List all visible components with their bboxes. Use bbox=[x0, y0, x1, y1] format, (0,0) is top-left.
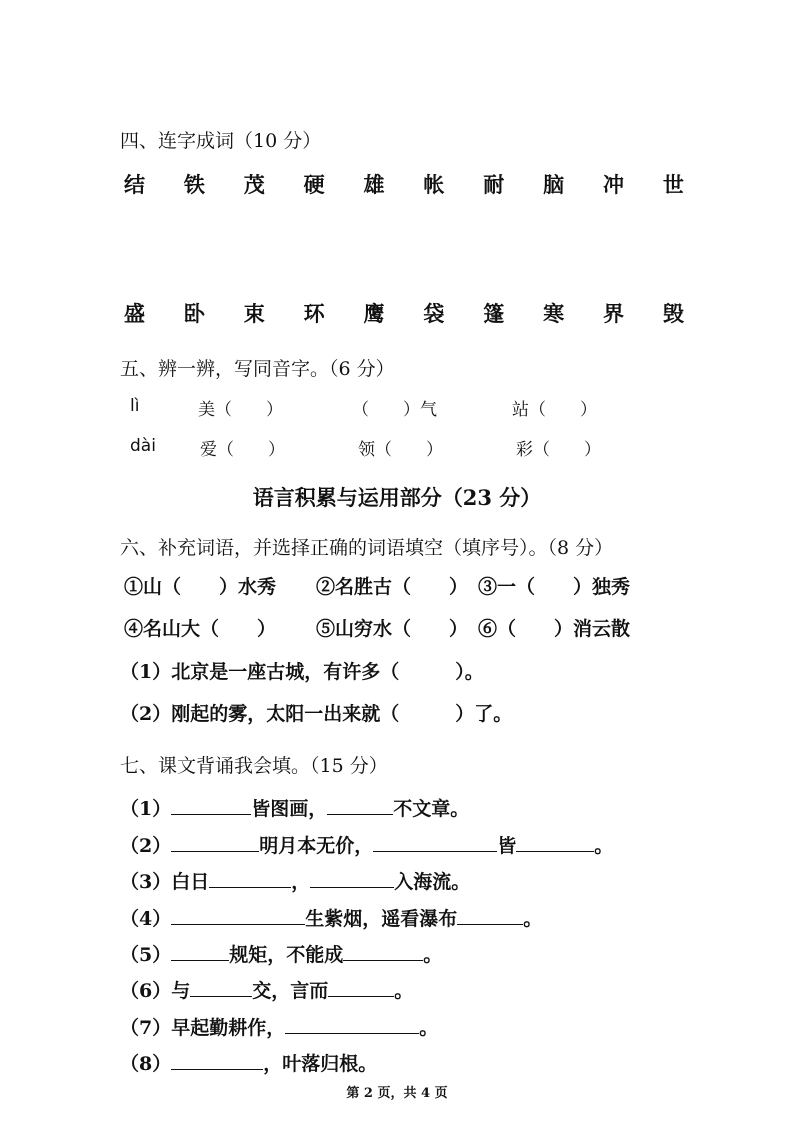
idiom-1: ①山（ ）水秀 bbox=[124, 576, 277, 598]
char: 寒 bbox=[543, 301, 565, 326]
answer-blank[interactable] bbox=[190, 978, 252, 997]
char: 耐 bbox=[483, 172, 505, 197]
char: 脑 bbox=[543, 172, 565, 197]
line-text: 不文章。 bbox=[393, 798, 470, 820]
recite-line-6 bbox=[120, 976, 413, 1003]
pinyin-dai: dài bbox=[130, 436, 156, 456]
line-num: （4） bbox=[120, 908, 172, 930]
char: 帐 bbox=[423, 172, 445, 197]
line-num: （3） bbox=[120, 871, 172, 893]
line-num: （8） bbox=[120, 1053, 172, 1075]
question-6-2 bbox=[120, 699, 512, 726]
line-text: 皆 bbox=[497, 835, 517, 857]
line-text: 。 bbox=[594, 835, 614, 857]
char: 卧 bbox=[183, 301, 205, 326]
idiom-5: ⑤山穷水（ ） bbox=[316, 618, 469, 640]
homophone-2c: 彩（ ） bbox=[516, 440, 601, 460]
homophone-2b: 领（ ） bbox=[358, 440, 443, 460]
answer-blank[interactable] bbox=[171, 833, 259, 852]
q-text: ）。 bbox=[455, 661, 484, 683]
char: 结 bbox=[124, 172, 145, 197]
page-footer: 第 2 页，共 4 页 bbox=[346, 1086, 448, 1101]
char: 鹰 bbox=[363, 301, 385, 326]
section-5-title: 五、辨一辨，写同音字。（6 分） bbox=[120, 358, 395, 380]
answer-blank[interactable] bbox=[171, 796, 251, 815]
line-text: 与 bbox=[171, 980, 191, 1002]
answer-blank[interactable] bbox=[171, 906, 305, 925]
char: 世 bbox=[662, 172, 684, 197]
char: 茂 bbox=[243, 172, 265, 197]
char: 毁 bbox=[662, 301, 684, 326]
answer-blank[interactable] bbox=[327, 796, 393, 815]
recite-line-4 bbox=[120, 904, 542, 931]
line-text: 入海流。 bbox=[394, 871, 471, 893]
line-num: （7） bbox=[120, 1017, 172, 1039]
answer-blank[interactable] bbox=[328, 978, 394, 997]
char: 界 bbox=[603, 301, 624, 326]
line-text: 。 bbox=[419, 1017, 439, 1039]
line-num: （1） bbox=[120, 798, 172, 820]
answer-blank[interactable] bbox=[171, 942, 229, 961]
char: 束 bbox=[243, 301, 265, 326]
char-row-1 bbox=[124, 169, 684, 199]
answer-blank[interactable] bbox=[209, 869, 291, 888]
answer-blank[interactable] bbox=[373, 833, 497, 852]
answer-blank[interactable] bbox=[457, 906, 523, 925]
line-text: 明月本无价， bbox=[259, 835, 374, 857]
recite-line-2 bbox=[120, 831, 613, 858]
line-text: 交，言而 bbox=[252, 980, 329, 1002]
recite-line-7 bbox=[120, 1013, 438, 1040]
line-num: （2） bbox=[120, 835, 172, 857]
recite-line-1 bbox=[120, 794, 469, 821]
answer-blank[interactable] bbox=[310, 869, 394, 888]
idiom-6: ⑥（ ）消云散 bbox=[478, 618, 631, 640]
homophone-2a: 爱（ ） bbox=[200, 440, 285, 460]
char: 袋 bbox=[423, 301, 445, 326]
line-text: ， bbox=[291, 871, 311, 893]
homophone-1c: 站（ ） bbox=[512, 400, 597, 420]
section-6-title: 六、补充词语，并选择正确的词语填空（填序号）。（8 分） bbox=[120, 537, 614, 559]
line-text: 生紫烟，遥看瀑布 bbox=[305, 908, 458, 930]
char: 篷 bbox=[483, 301, 505, 326]
part-heading: 语言积累与运用部分（23 分） bbox=[252, 485, 542, 510]
section-7-title: 七、课文背诵我会填。（15 分） bbox=[120, 755, 388, 777]
recite-line-8 bbox=[120, 1049, 377, 1076]
char: 环 bbox=[303, 301, 325, 326]
answer-blank[interactable] bbox=[343, 942, 423, 961]
line-text: 皆图画， bbox=[251, 798, 328, 820]
line-text: 规矩，不能成 bbox=[229, 944, 344, 966]
line-text: 。 bbox=[394, 980, 414, 1002]
question-6-1 bbox=[120, 657, 484, 684]
line-text: ，叶落归根。 bbox=[263, 1053, 378, 1075]
char: 雄 bbox=[363, 172, 385, 197]
pinyin-li: lì bbox=[130, 396, 140, 416]
answer-blank[interactable] bbox=[171, 1051, 263, 1070]
q-text: （2）刚起的雾，太阳一出来就（ bbox=[120, 703, 400, 725]
line-text: 白日 bbox=[171, 871, 210, 893]
line-num: （6） bbox=[120, 980, 172, 1002]
line-text: 。 bbox=[523, 908, 543, 930]
char: 硬 bbox=[303, 172, 325, 197]
idiom-3: ③一（ ）独秀 bbox=[478, 576, 631, 598]
idiom-2: ②名胜古（ ） bbox=[316, 576, 469, 598]
line-text: 早起勤耕作， bbox=[171, 1017, 286, 1039]
line-text: 。 bbox=[423, 944, 443, 966]
homophone-1b: （ ）气 bbox=[352, 400, 437, 420]
homophone-1a: 美（ ） bbox=[198, 400, 283, 420]
q-text: ）了。 bbox=[455, 703, 513, 725]
recite-line-3 bbox=[120, 867, 470, 894]
q-text: （1）北京是一座古城，有许多（ bbox=[120, 661, 400, 683]
char: 盛 bbox=[124, 301, 145, 326]
char: 铁 bbox=[183, 172, 205, 197]
char-row-2 bbox=[124, 298, 684, 328]
answer-blank[interactable] bbox=[516, 833, 594, 852]
answer-blank[interactable] bbox=[285, 1015, 419, 1034]
char: 冲 bbox=[603, 172, 624, 197]
idiom-4: ④名山大（ ） bbox=[124, 618, 277, 640]
line-num: （5） bbox=[120, 944, 172, 966]
recite-line-5 bbox=[120, 940, 442, 967]
section-4-title: 四、连字成词（10 分） bbox=[120, 130, 322, 152]
